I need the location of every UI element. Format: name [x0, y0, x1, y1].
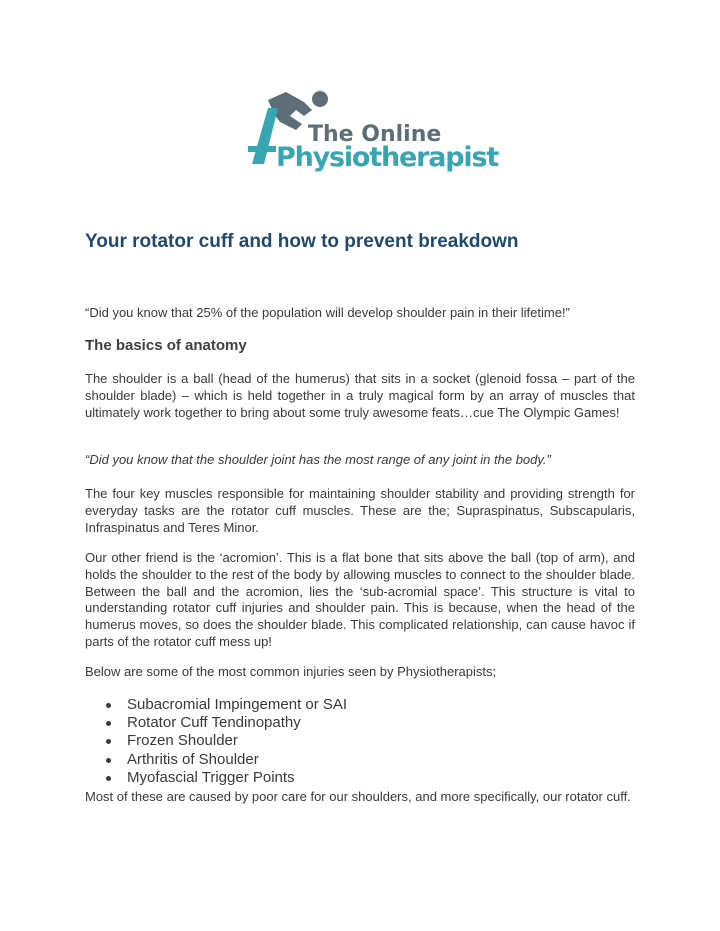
paragraph-shoulder-basics: The shoulder is a ball (head of the humerus) that sits in a socket (glenoid fossa – part of the shoulder blade) – which is held together in a truly magical form by an array of muscles that ultimately work together to bring about some truly awesome feats…cue The Olympic Games!: [85, 371, 635, 420]
bullet-icon: [106, 703, 111, 708]
list-item: Myofascial Trigger Points: [85, 769, 635, 787]
paragraph-rotator-cuff-muscles: The four key muscles responsible for maintaining shoulder stability and providing strength for everyday tasks are the rotator cuff muscles. These are the; Supraspinatus, Subscapularis, Infraspinatus and Teres Minor.: [85, 486, 635, 535]
list-item: Rotator Cuff Tendinopathy: [85, 714, 635, 732]
intro-quote: “Did you know that 25% of the population will develop shoulder pain in their lifetime!”: [85, 305, 570, 320]
paragraph-conclusion: Most of these are caused by poor care for our shoulders, and more specifically, our rotator cuff.: [85, 789, 631, 804]
paragraph-common-injuries-intro: Below are some of the most common injuries seen by Physiotherapists;: [85, 664, 497, 679]
bullet-icon: [106, 721, 111, 726]
logo-text-line1: The Online: [308, 122, 442, 147]
list-item: Subacromial Impingement or SAI: [85, 696, 635, 714]
paragraph-acromion: Our other friend is the ‘acromion’. This is a flat bone that sits above the ball (top of arm), and holds the shoulder to the rest of the body by allowing muscles to connect to the shoulder blade. Between the ball and the acromion, lies the ‘sub-acromial space’. This structure is vital to understanding rotator cuff injuries and shoulder pain. This is because, when the head of the humerus moves, so does the shoulder blade. This complicated relationship, can cause havoc if parts of the rotator cuff mess up!: [85, 550, 635, 649]
italic-quote: “Did you know that the shoulder joint has the most range of any joint in the body.”: [85, 452, 551, 467]
injury-list: [85, 696, 635, 787]
logo-text-line2: Physiotherapist: [276, 142, 499, 173]
bullet-icon: [106, 758, 111, 763]
bullet-icon: [106, 739, 111, 744]
list-item: Frozen Shoulder: [85, 732, 635, 750]
section-heading: The basics of anatomy: [85, 337, 247, 354]
list-item: Arthritis of Shoulder: [85, 751, 635, 769]
bullet-icon: [106, 776, 111, 781]
document-title: Your rotator cuff and how to prevent breakdown: [85, 231, 519, 252]
logo: [246, 86, 499, 178]
